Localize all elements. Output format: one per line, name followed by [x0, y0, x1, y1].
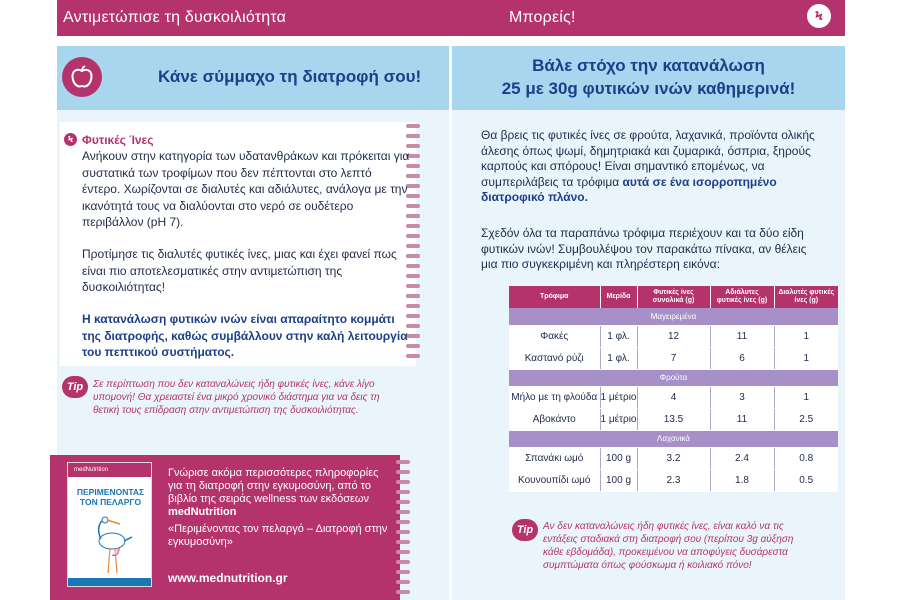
table-cell: 1 μέτριο [600, 386, 637, 408]
table-cell: 2.3 [637, 469, 710, 491]
table-cell: 1 [774, 386, 838, 408]
fiber-importance-paragraph: Η κατανάλωση φυτικών ινών είναι απαραίτητο κομμάτι της διατροφής, καθώς συμβάλλουν στην καλή λειτουργία του πεπτικού συστήματος. [82, 312, 408, 359]
table-cell: Μήλο με τη φλούδα [509, 386, 600, 408]
tip-badge-right: Tip [512, 519, 538, 541]
right-heading-line-1: Βάλε στόχο την κατανάλωση [532, 56, 765, 75]
column-header: Διαλυτές φυτικές ίνες (g) [774, 286, 838, 308]
section-title: Φυτικές Ίνες [82, 133, 154, 147]
medical-logo-icon: Ϟ [807, 4, 831, 28]
stork-icon [86, 515, 134, 575]
book-cover-title-line-2: ΤΟΝ ΠΕΛΑΡΓΟ [79, 497, 142, 507]
left-heading: Κάνε σύμμαχο τη διατροφή σου! [158, 67, 422, 86]
category-label: Μαγειρεμένα [509, 308, 838, 325]
table-cell: Κουνουπίδι ωμό [509, 469, 600, 491]
table-cell: 3 [710, 386, 774, 408]
table-cell: 7 [637, 347, 710, 369]
table-intro-paragraph: Σχεδόν όλα τα παραπάνω τρόφιμα περιέχουν και τα δύο είδη φυτικών ινών! Συμβουλέψου τον παρακάτω πίνακα, αν θέλεις μια πιο συγκεκριμένη και πληρέστερη εικόνα: [481, 226, 807, 271]
table-cell: 2.5 [774, 408, 838, 430]
table-row [509, 325, 838, 347]
promo-publisher: medNutrition [168, 506, 237, 518]
right-heading-line-2: 25 με 30g φυτικών ινών καθημερινά! [501, 79, 796, 98]
spiral-binding-promo [396, 460, 410, 600]
left-page-title: Αντιμετώπισε τη δυσκοιλιότητα [63, 9, 287, 26]
column-header: Αδιάλυτες φυτικές ίνες (g) [710, 286, 774, 308]
table-cell: 100 g [600, 469, 637, 491]
category-row [509, 308, 838, 325]
table-cell: 12 [637, 325, 710, 347]
apple-icon [62, 57, 102, 97]
promo-description: Γνώρισε ακόμα περισσότερες πληροφορίες για τη διατροφή στην εγκυμοσύνη, από το βιβλίο της σειράς wellness των εκδόσεων [168, 467, 379, 505]
tip-text-right: Αν δεν καταναλώνεις ήδη φυτικές ίνες, είναι καλό να τις εντάξεις σταδιακά στη διατροφή σου (περίπου 3g αύξηση κάθε εβδομάδα), προκειμένου να αποφύγεις δυσάρεστα συμπτώματα όπως φούσκωμα ή κοιλιακό πόνο! [543, 521, 794, 571]
table-row [509, 347, 838, 369]
table-row [509, 447, 838, 469]
soluble-fiber-paragraph: Προτίμησε τις διαλυτές φυτικές ίνες, μιας και έχει φανεί πως είναι πιο αποτελεσματικές στην αντιμετώπιση της δυσκοιλιότητας! [82, 247, 397, 294]
fiber-content-table [509, 286, 838, 492]
top-band [57, 0, 845, 36]
table-cell: 1.8 [710, 469, 774, 491]
fiber-sources-text: Θα βρεις τις φυτικές ίνες σε φρούτα, λαχανικά, προϊόντα ολικής άλεσης όπως ψωμί, δημητριακά και ζυμαρικά, όσπρια, ξηρούς καρπούς και σπόρους! Είναι σημαντικό επομένως, να συμπεριλάβεις τα τρόφιμα [481, 128, 815, 189]
table-cell: 11 [710, 325, 774, 347]
table-row [509, 386, 838, 408]
book-cover-title [68, 487, 152, 507]
promo-text [168, 467, 388, 549]
book-cover-footer [68, 578, 152, 586]
table-cell: 0.8 [774, 447, 838, 469]
fiber-definition-paragraph: Ανήκουν στην κατηγορία των υδατανθράκων και πρόκειται για συστατικά των τροφίμων που δεν πέπτονται στο λεπτό έντερο. Χωρίζονται σε διαλυτές και αδιάλυτες, ανάλογα με την ικανότητά τους να διαλύονται στο νερό σε ουδέτερο περιβάλλον (pH 7). [82, 149, 410, 229]
book-cover-title-line-1: ΠΕΡΙΜΕΝΟΝΤΑΣ [76, 487, 145, 497]
table-header-row [509, 286, 838, 308]
table-cell: 1 [774, 347, 838, 369]
mini-logo-icon: Ϟ [64, 133, 77, 146]
table-cell: Αβοκάντο [509, 408, 600, 430]
table-cell: 2.4 [710, 447, 774, 469]
fiber-sources-paragraph [481, 128, 826, 206]
category-label: Λαχανικά [509, 430, 838, 447]
table-row [509, 469, 838, 491]
tip-text-left: Σε περίπτωση που δεν καταναλώνεις ήδη φυτικές ίνες, κάνε λίγο υπομονή! Θα χρειαστεί ένα μικρό χρονικό διάστημα για να δεις τη θετική τους επίδραση στην αντιμετώπιση της δυσκοιλιότητας. [93, 379, 380, 416]
table-cell: 0.5 [774, 469, 838, 491]
table-cell: 1 φλ. [600, 347, 637, 369]
book-series-label: medNutrition [68, 463, 152, 477]
table-cell: 1 φλ. [600, 325, 637, 347]
category-row [509, 430, 838, 447]
table-cell: 6 [710, 347, 774, 369]
table-cell: 13.5 [637, 408, 710, 430]
table-cell: 4 [637, 386, 710, 408]
table-cell: Φακές [509, 325, 600, 347]
category-row [509, 369, 838, 386]
table-cell: 1 μέτριο [600, 408, 637, 430]
table-cell: 3.2 [637, 447, 710, 469]
category-label: Φρούτα [509, 369, 838, 386]
table-cell: 11 [710, 408, 774, 430]
right-page-title: Μπορείς! [509, 9, 576, 26]
column-header: Τρόφιμα [509, 286, 600, 308]
table-cell: Σπανάκι ωμό [509, 447, 600, 469]
right-heading [452, 54, 845, 100]
table-cell: Καστανό ρύζι [509, 347, 600, 369]
book-cover-image [67, 462, 152, 587]
tip-badge-left: Tip [62, 376, 88, 398]
column-header: Φυτικές ίνες συνολικά (g) [637, 286, 710, 308]
fiber-sources-bold-text: αυτά σε ένα ισορροπημένο διατροφικό πλάνο. [481, 174, 777, 204]
table-cell: 100 g [600, 447, 637, 469]
table-cell: 1 [774, 325, 838, 347]
table-row [509, 408, 838, 430]
promo-book-title: «Περιμένοντας τον πελαργό – Διατροφή στην εγκυμοσύνη» [168, 523, 388, 548]
website-link[interactable]: www.mednutrition.gr [168, 571, 288, 585]
column-header: Μερίδα [600, 286, 637, 308]
